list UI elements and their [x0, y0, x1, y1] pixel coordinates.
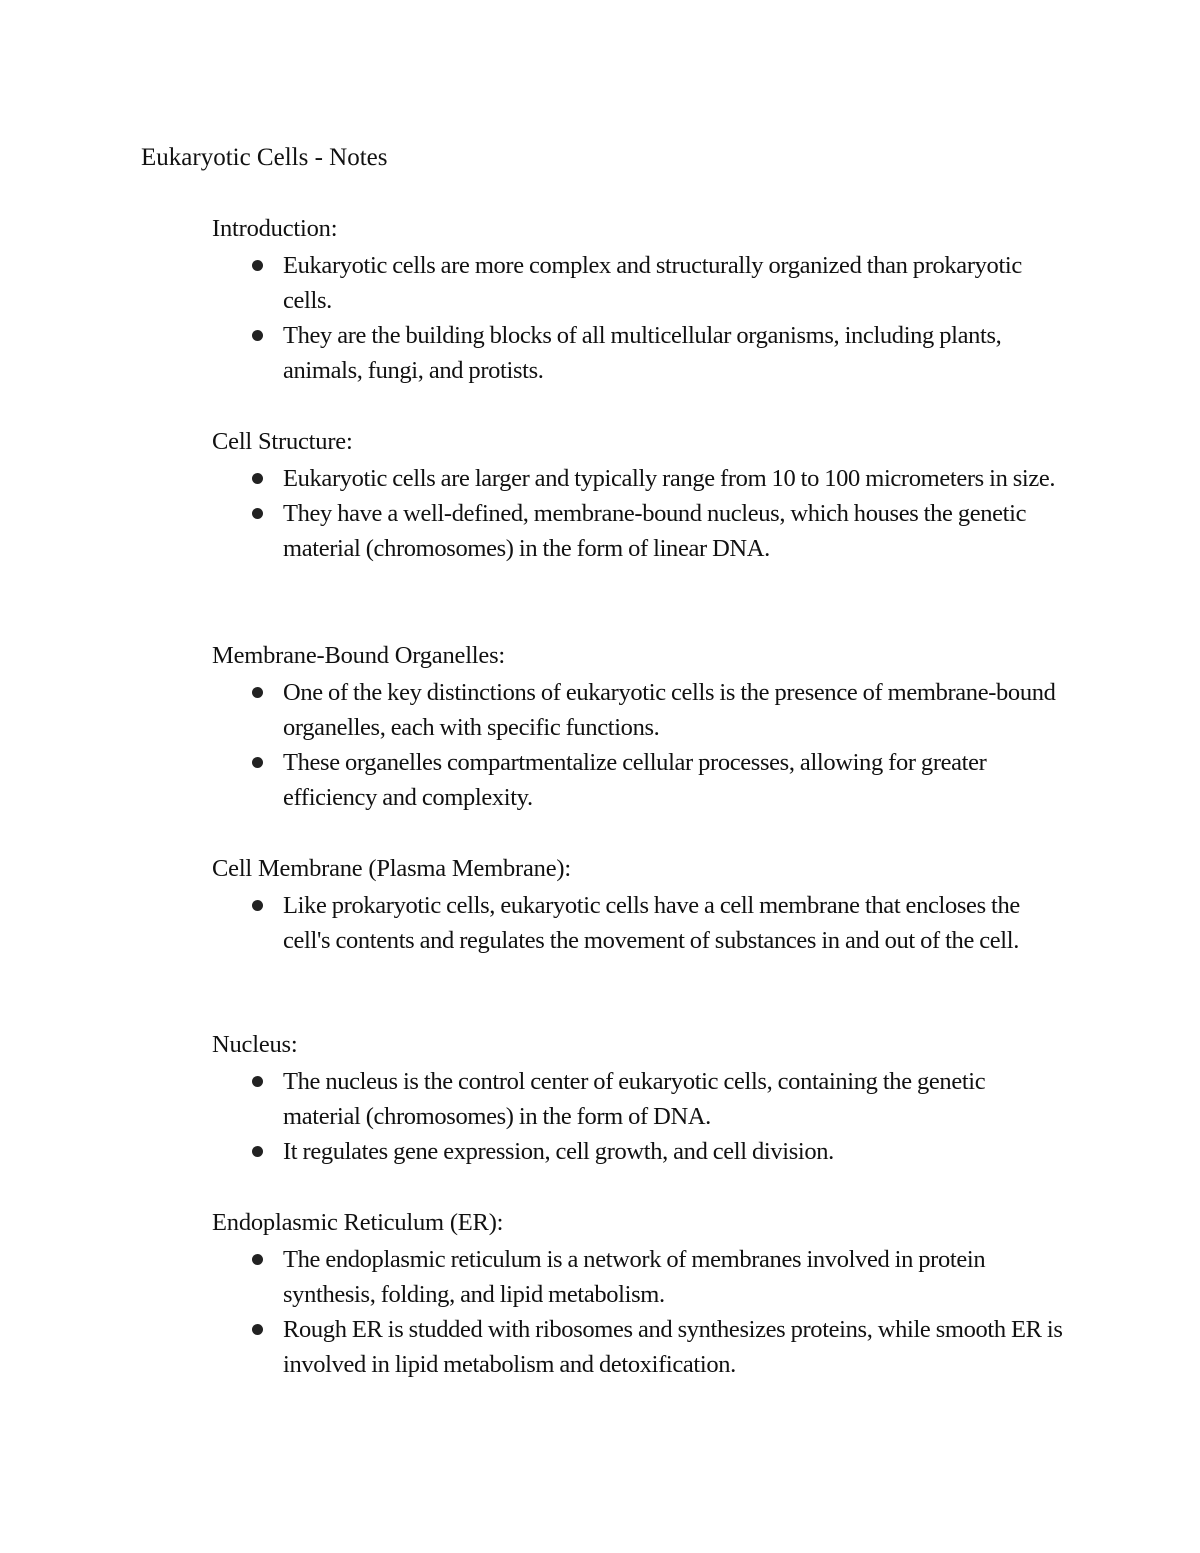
- bullet-icon: [252, 1076, 263, 1087]
- bullet-item: [212, 1312, 1063, 1382]
- bullet-item: [212, 1242, 1063, 1312]
- bullet-text: It regulates gene expression, cell growth, and cell division.: [283, 1138, 834, 1165]
- bullet-icon: [252, 1254, 263, 1265]
- bullet-list: [212, 675, 1062, 815]
- bullet-text: One of the key distinctions of eukaryotic cells is the presence of membrane-bound organelles, each with specific functions.: [283, 679, 1056, 741]
- bullet-text: Eukaryotic cells are more complex and structurally organized than prokaryotic cells.: [283, 252, 1022, 314]
- bullet-text: The nucleus is the control center of eukaryotic cells, containing the genetic material (chromosomes) in the form of DNA.: [283, 1068, 986, 1130]
- section-membrane-bound-organelles: [212, 639, 1062, 815]
- section-nucleus: [212, 1028, 1062, 1169]
- section-endoplasmic-reticulum: [212, 1206, 1062, 1382]
- bullet-list: [212, 888, 1062, 958]
- document-title: Eukaryotic Cells - Notes: [141, 144, 388, 171]
- bullet-list: [212, 1064, 1062, 1169]
- bullet-icon: [252, 508, 263, 519]
- bullet-icon: [252, 900, 263, 911]
- section-cell-membrane: [212, 852, 1062, 958]
- bullet-icon: [252, 687, 263, 698]
- bullet-icon: [252, 1324, 263, 1335]
- bullet-item: [212, 461, 1063, 496]
- bullet-item: [212, 1064, 1063, 1134]
- bullet-item: [212, 248, 1063, 318]
- section-heading: Introduction:: [212, 215, 338, 242]
- section-heading: Cell Membrane (Plasma Membrane):: [212, 855, 571, 882]
- bullet-item: [212, 675, 1063, 745]
- bullet-item: [212, 745, 1063, 815]
- bullet-icon: [252, 1146, 263, 1157]
- bullet-text: They have a well-defined, membrane-bound nucleus, which houses the genetic material (chromosomes) in the form of linear DNA.: [283, 500, 1027, 562]
- bullet-item: [212, 888, 1063, 958]
- section-heading: Cell Structure:: [212, 428, 353, 455]
- bullet-icon: [252, 473, 263, 484]
- section-introduction: [212, 212, 1062, 388]
- bullet-text: These organelles compartmentalize cellular processes, allowing for greater efficiency and complexity.: [283, 749, 987, 811]
- bullet-text: Rough ER is studded with ribosomes and synthesizes proteins, while smooth ER is involved in lipid metabolism and detoxification.: [283, 1316, 1063, 1378]
- bullet-text: The endoplasmic reticulum is a network of membranes involved in protein synthesis, folding, and lipid metabolism.: [283, 1246, 986, 1308]
- section-heading: Membrane-Bound Organelles:: [212, 642, 506, 669]
- bullet-text: They are the building blocks of all multicellular organisms, including plants, animals, fungi, and protists.: [283, 322, 1002, 384]
- section-cell-structure: [212, 425, 1062, 566]
- bullet-item: [212, 1134, 1063, 1169]
- section-heading: Nucleus:: [212, 1031, 298, 1058]
- section-heading: Endoplasmic Reticulum (ER):: [212, 1209, 504, 1236]
- bullet-list: [212, 1242, 1062, 1382]
- bullet-list: [212, 461, 1062, 566]
- bullet-icon: [252, 260, 263, 271]
- bullet-item: [212, 318, 1063, 388]
- bullet-item: [212, 496, 1063, 566]
- bullet-icon: [252, 757, 263, 768]
- bullet-list: [212, 248, 1062, 388]
- bullet-text: Like prokaryotic cells, eukaryotic cells have a cell membrane that encloses the cell's contents and regulates the movement of substances in and out of the cell.: [283, 892, 1020, 954]
- bullet-text: Eukaryotic cells are larger and typically range from 10 to 100 micrometers in size.: [283, 465, 1056, 492]
- bullet-icon: [252, 330, 263, 341]
